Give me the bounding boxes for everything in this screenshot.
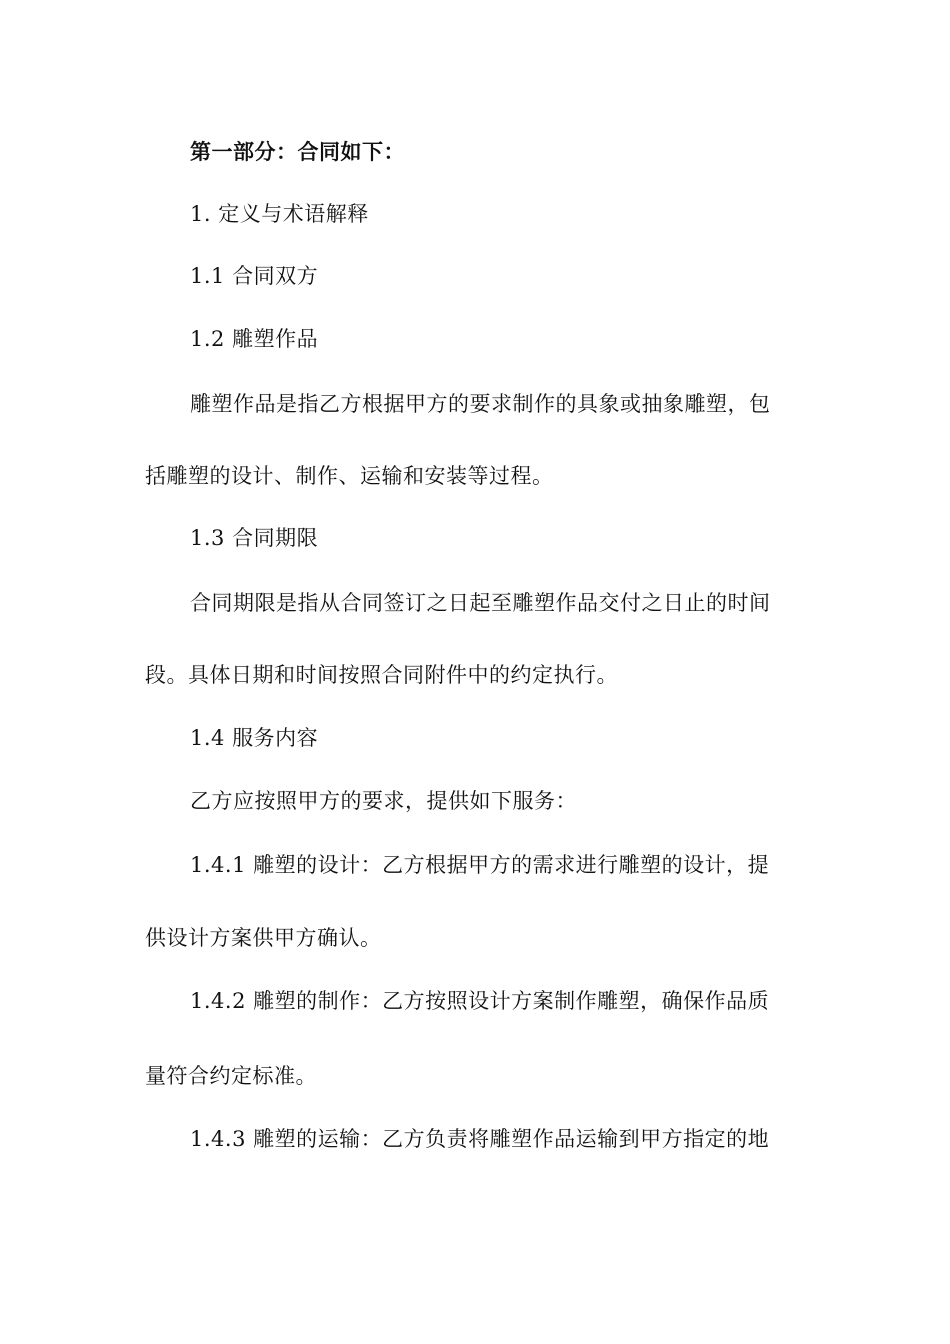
- section-heading-1-4: 1.4 服务内容: [190, 726, 319, 750]
- part-heading: 第一部分：合同如下：: [190, 140, 405, 164]
- section-heading-1-3: 1.3 合同期限: [190, 526, 319, 550]
- paragraph-1-2-line-1: 雕塑作品是指乙方根据甲方的要求制作的具象或抽象雕塑，包: [190, 392, 771, 416]
- item-1-4-1-line-2: 供设计方案供甲方确认。: [145, 926, 382, 950]
- item-1-4-2-line-2: 量符合约定标准。: [145, 1064, 317, 1088]
- item-1-4-2-line-1: 1.4.2 雕塑的制作：乙方按照设计方案制作雕塑，确保作品质: [190, 989, 770, 1013]
- paragraph-1-3-line-2: 段。具体日期和时间按照合同附件中的约定执行。: [145, 663, 618, 687]
- paragraph-1-3-line-1: 合同期限是指从合同签订之日起至雕塑作品交付之日止的时间: [190, 591, 771, 615]
- paragraph-1-4: 乙方应按照甲方的要求，提供如下服务：: [190, 789, 577, 813]
- section-heading-1-1: 1.1 合同双方: [190, 264, 319, 288]
- section-heading-1-2: 1.2 雕塑作品: [190, 327, 319, 351]
- section-heading-1: 1. 定义与术语解释: [190, 202, 369, 226]
- paragraph-1-2-line-2: 括雕塑的设计、制作、运输和安装等过程。: [145, 464, 554, 488]
- item-1-4-1-line-1: 1.4.1 雕塑的设计：乙方根据甲方的需求进行雕塑的设计，提: [190, 853, 770, 877]
- item-1-4-3-line-1: 1.4.3 雕塑的运输：乙方负责将雕塑作品运输到甲方指定的地: [190, 1127, 770, 1151]
